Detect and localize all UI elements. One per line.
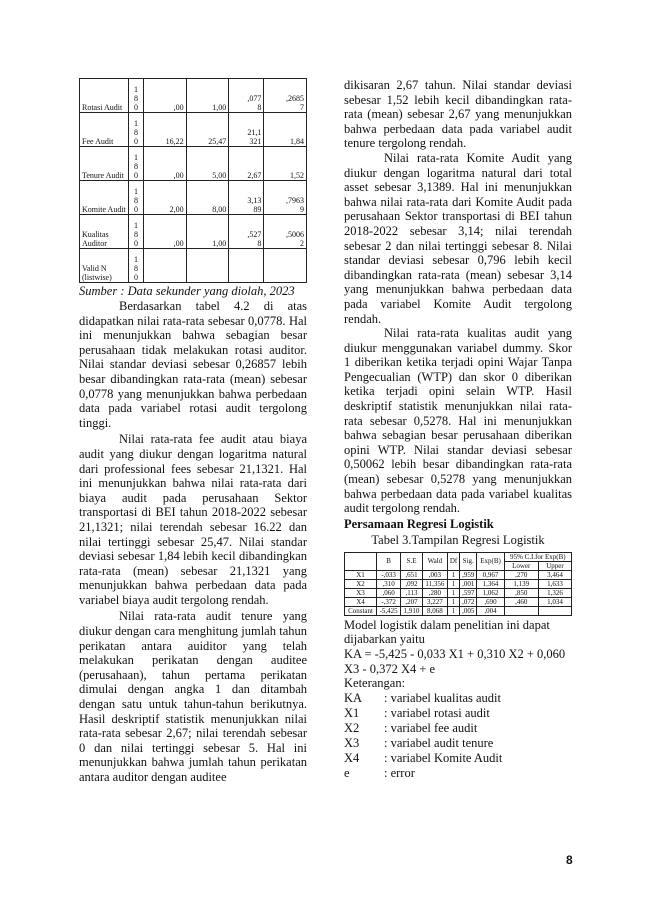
reg-cell: ,072: [459, 597, 477, 606]
reg-table-row: [345, 570, 572, 579]
equation-line-2: X3 - 0,372 X4 + e: [344, 661, 436, 676]
cell-max: 1,00: [186, 79, 229, 113]
reg-cell: ,005: [459, 606, 477, 615]
keterangan-value: : variabel fee audit: [384, 720, 478, 735]
cell-sd-part: ,2685: [286, 94, 304, 103]
cell-n: [129, 147, 144, 181]
cell-min: 2,00: [144, 181, 187, 215]
cell-n-part: 0: [134, 137, 138, 146]
cell-n-part: 1: [134, 85, 138, 94]
reg-ci-header: 95% C.I.for Exp(B): [504, 552, 571, 561]
cell-max: 1,00: [186, 215, 229, 249]
row-label: Kualitas Auditor: [80, 215, 129, 249]
right-column: [344, 78, 572, 781]
reg-cell: 1: [448, 597, 460, 606]
reg-cell: ,460: [504, 597, 538, 606]
keterangan-item: [344, 706, 572, 721]
cell-n-part: 8: [134, 128, 138, 137]
reg-cell: [504, 606, 538, 615]
cell-mean-part: 321: [249, 137, 262, 146]
cell-sd: [264, 249, 307, 283]
cell-n-part: 0: [134, 171, 138, 180]
reg-cell: ,690: [477, 597, 504, 606]
paragraph-rotasi-audit: Berdasarkan tabel 4.2 di atas didapatkan nilai rata-rata sebesar 0,0778. Hal ini menunjukkan bahwa sebagian besar perusahaan tidak melakukan rotasi auditor. Nilai standar deviasi sebesar 0,26857 lebih besar dibandingkan rata-rata (mean) sebesar 0,0778 yang menunjukkan bahwa perbedaan data pada variabel rotasi audit tergolong tinggi.: [79, 299, 307, 430]
cell-n-part: 1: [134, 221, 138, 230]
paragraph-tenure-continued: dikisaran 2,67 tahun. Nilai standar deviasi sebesar 1,52 lebih kecil dibandingkan rata-rata (mean) sebesar 2,67 yang menunjukkan bahwa perbedaan data pada variabel audit tenure tergolong rendah.: [344, 78, 572, 151]
desc-table-row: [80, 181, 307, 215]
reg-cell: -,033: [377, 570, 401, 579]
keterangan-key: X4: [344, 750, 360, 765]
desc-table-row: [80, 113, 307, 147]
reg-cell: ,001: [459, 579, 477, 588]
cell-sd-part: 1,52: [290, 171, 304, 180]
keterangan-item: [344, 751, 572, 766]
keterangan-key: X3: [344, 735, 360, 750]
cell-sd-part: 1,84: [290, 137, 304, 146]
table-source-note: Sumber : Data sekunder yang diolah, 2023: [79, 284, 295, 298]
equation-line-1: KA = -5,425 - 0,033 X1 + 0,310 X2 + 0,060: [344, 647, 566, 661]
reg-cell: [538, 606, 571, 615]
desc-table-row: [80, 79, 307, 113]
cell-min: [144, 249, 187, 283]
cell-max: [186, 249, 229, 283]
reg-cell: ,280: [422, 588, 447, 597]
reg-cell: ,003: [422, 570, 447, 579]
keterangan-value: : variabel audit tenure: [384, 735, 494, 750]
reg-cell: 1,364: [477, 579, 504, 588]
keterangan-value: : variabel rotasi audit: [384, 705, 490, 720]
keterangan-label: Keterangan:: [344, 676, 406, 691]
cell-n: [129, 79, 144, 113]
cell-n-part: 8: [134, 162, 138, 171]
reg-header-cell: Exp(B): [477, 552, 504, 570]
reg-cell: 0,967: [477, 570, 504, 579]
paragraph-kualitas-audit: Nilai rata-rata kualitas audit yang diukur menggunakan variabel dummy. Skor 1 diberikan ketika terjadi opini Wajar Tanpa Pengecualian (WTP) dan skor 0 diberikan ketika terjadi opini selain WTP. Hasil deskriptif statistik menunjukkan nilai rata-rata sebesar 0,5278. Hal ini menunjukkan bahwa sebagian besar perusahaan diberikan opini WTP. Nilai standar deviasi sebesar 0,50062 lebih besar dibandingkan rata-rata (mean) sebesar 0,5278 yang menunjukkan bahwa perbedaan data pada variabel kualitas audit tergolong rendah.: [344, 326, 572, 516]
reg-cell: ,113: [401, 588, 423, 597]
cell-n: [129, 181, 144, 215]
cell-n-part: 1: [134, 119, 138, 128]
reg-cell: 8,068: [422, 606, 447, 615]
cell-n-part: 8: [134, 196, 138, 205]
cell-mean-part: 89: [253, 205, 262, 214]
reg-table-row: [345, 579, 572, 588]
reg-table-row: [345, 597, 572, 606]
cell-n-part: 0: [134, 205, 138, 214]
reg-cell: ,597: [459, 588, 477, 597]
keterangan-item: [344, 736, 572, 751]
row-label: Rotasi Audit: [80, 79, 129, 113]
cell-sd-part: 2: [300, 239, 304, 248]
reg-cell: 1: [448, 606, 460, 615]
cell-sd-part: ,5006: [286, 230, 304, 239]
regression-table-caption: Tabel 3.Tampilan Regresi Logistik: [371, 532, 545, 547]
reg-header-cell: [345, 552, 377, 570]
cell-sd: [264, 79, 307, 113]
reg-cell: ,310: [377, 579, 401, 588]
reg-cell: ,651: [401, 570, 423, 579]
cell-mean-part: ,527: [247, 230, 262, 239]
cell-mean: [229, 215, 264, 249]
cell-sd: [264, 113, 307, 147]
reg-cell: 11,356: [422, 579, 447, 588]
cell-mean: [229, 147, 264, 181]
reg-cell: -5,425: [377, 606, 401, 615]
page-number: 8: [566, 853, 573, 867]
desc-table-row: [80, 249, 307, 283]
row-label: Tenure Audit: [80, 147, 129, 181]
cell-n-part: 1: [134, 187, 138, 196]
reg-row-label: X2: [345, 579, 377, 588]
reg-row-label: X3: [345, 588, 377, 597]
cell-max: 8,00: [186, 181, 229, 215]
reg-cell: 1,910: [401, 606, 423, 615]
cell-n: [129, 113, 144, 147]
left-column: [79, 78, 307, 785]
reg-cell: 1: [448, 588, 460, 597]
keterangan-key: X2: [344, 720, 360, 735]
cell-sd: [264, 147, 307, 181]
reg-row-label: Constant: [345, 606, 377, 615]
reg-cell: ,207: [401, 597, 423, 606]
cell-sd: [264, 215, 307, 249]
cell-n-part: 0: [134, 273, 138, 282]
reg-cell: 1,326: [538, 588, 571, 597]
reg-cell: ,850: [504, 588, 538, 597]
keterangan-list: [344, 691, 572, 781]
cell-n-part: 0: [134, 239, 138, 248]
keterangan-value: : error: [384, 765, 415, 780]
reg-cell: 1,034: [538, 597, 571, 606]
cell-mean-part: ,077: [247, 94, 262, 103]
reg-cell: 3,464: [538, 570, 571, 579]
regression-heading: Persamaan Regresi Logistik: [344, 516, 494, 531]
reg-cell: 1,062: [477, 588, 504, 597]
keterangan-item: [344, 721, 572, 736]
cell-mean: [229, 181, 264, 215]
reg-row-label: X4: [345, 597, 377, 606]
paragraph-komite-audit: Nilai rata-rata Komite Audit yang diukur dengan logaritma natural dari total asset sebesar 3,1389. Hal ini menunjukkan bahwa nilai rata-rata dari Komite Audit pada perusahaan Sektor transportasi di BEI tahun 2018-2022 sebesar 3,14; nilai terendah sebesar 2 dan nilai tertinggi sebesar 8. Nilai standar deviasi sebesar 0,796 lebih kecil dibandingkan rata-rata (mean) sebesar 3,14 yang menunjukkan bahwa perbedaan data pada variabel Komite Audit tergolong rendah.: [344, 150, 572, 326]
cell-max: 5,00: [186, 147, 229, 181]
cell-sd: [264, 181, 307, 215]
cell-mean: [229, 79, 264, 113]
reg-header-cell: B: [377, 552, 401, 570]
cell-n-part: 8: [134, 264, 138, 273]
cell-min: ,00: [144, 79, 187, 113]
cell-sd-part: ,7963: [286, 196, 304, 205]
cell-min: ,00: [144, 215, 187, 249]
cell-n-part: 8: [134, 94, 138, 103]
keterangan-value: : variabel kualitas audit: [384, 690, 501, 705]
regression-table: [344, 552, 572, 616]
desc-table-row: [80, 147, 307, 181]
cell-mean-part: 3,13: [247, 196, 262, 205]
reg-cell: 1,139: [504, 579, 538, 588]
reg-cell: ,092: [401, 579, 423, 588]
paragraph-fee-audit: Nilai rata-rata fee audit atau biaya audit yang diukur dengan logaritma natural dari professional fees sebesar 21,1321. Hal ini menunjukkan bahwa nilai rata-rata dari biaya audit pada perusahaan Sektor transportasi di BEI tahun 2018-2022 sebesar 21,1321; nilai terendah sebesar 16.22 dan nilai tertinggi sebesar 25,47. Nilai standar deviasi sebesar 1,84 lebih kecil dibandingkan rata-rata (mean) sebesar 21,1321 yang menunjukkan bahwa perbedaan data pada variabel biaya audit tergolong rendah.: [79, 432, 307, 607]
reg-header-cell: Df: [448, 552, 460, 570]
reg-cell: ,060: [377, 588, 401, 597]
cell-mean-part: 21,1: [247, 128, 262, 137]
reg-header-cell: Wald: [422, 552, 447, 570]
reg-cell: ,959: [459, 570, 477, 579]
reg-cell: -,372: [377, 597, 401, 606]
reg-cell: 1: [448, 579, 460, 588]
reg-row-label: X1: [345, 570, 377, 579]
cell-min: 16,22: [144, 113, 187, 147]
reg-lower-header: Lower: [504, 561, 538, 570]
keterangan-value: : variabel Komite Audit: [384, 750, 503, 765]
desc-table-row: [80, 215, 307, 249]
cell-n-part: 1: [134, 255, 138, 264]
reg-cell: ,270: [504, 570, 538, 579]
keterangan-key: e: [344, 765, 350, 780]
cell-sd-part: 9: [300, 205, 304, 214]
cell-n-part: 1: [134, 153, 138, 162]
cell-mean-part: 8: [257, 239, 262, 248]
keterangan-item: [344, 691, 572, 706]
cell-mean-part: 2,67: [247, 171, 262, 180]
reg-header-cell: S.E: [401, 552, 423, 570]
paragraph-audit-tenure: Nilai rata-rata audit tenure yang diukur dengan cara menghitung jumlah tahun perikatan antara auiditor yang telah melakukan perikatan dengan auditee (perusahaan), tahun pertama perikatan dimulai dengan angka 1 dan ditambah dengan satu untuk tahun-tahun berikutnya. Hasil deskriptif statistik menunjukkan nilai rata-rata sebesar 2,67; nilai terendah sebesar 0 dan nilai tertinggi sebesar 5. Hal ini menunjukkan bahwa jumlah tahun perikatan antara auditor dengan auditee: [79, 609, 307, 784]
reg-header-row: [345, 552, 572, 561]
keterangan-key: X1: [344, 705, 360, 720]
reg-header-cell: Sig.: [459, 552, 477, 570]
cell-max: 25,47: [186, 113, 229, 147]
reg-table-row: [345, 588, 572, 597]
row-label: Valid N (listwise): [80, 249, 129, 283]
keterangan-key: KA: [344, 690, 363, 705]
keterangan-item: [344, 766, 572, 781]
row-label: Fee Audit: [80, 113, 129, 147]
reg-cell: 1,633: [538, 579, 571, 588]
cell-mean: [229, 113, 264, 147]
cell-n: [129, 215, 144, 249]
cell-min: ,00: [144, 147, 187, 181]
reg-table-row: [345, 606, 572, 615]
cell-mean-part: 8: [257, 103, 262, 112]
model-text: Model logistik dalam penelitian ini dapat dijabarkan yaitu: [344, 617, 550, 647]
reg-cell: ,004: [477, 606, 504, 615]
row-label: Komite Audit: [80, 181, 129, 215]
cell-n: [129, 249, 144, 283]
descriptive-statistics-table: [79, 78, 307, 283]
cell-n-part: 0: [134, 103, 138, 112]
cell-sd-part: 7: [300, 103, 304, 112]
reg-cell: 3,227: [422, 597, 447, 606]
cell-n-part: 8: [134, 230, 138, 239]
cell-mean: [229, 249, 264, 283]
reg-upper-header: Upper: [538, 561, 571, 570]
reg-cell: 1: [448, 570, 460, 579]
